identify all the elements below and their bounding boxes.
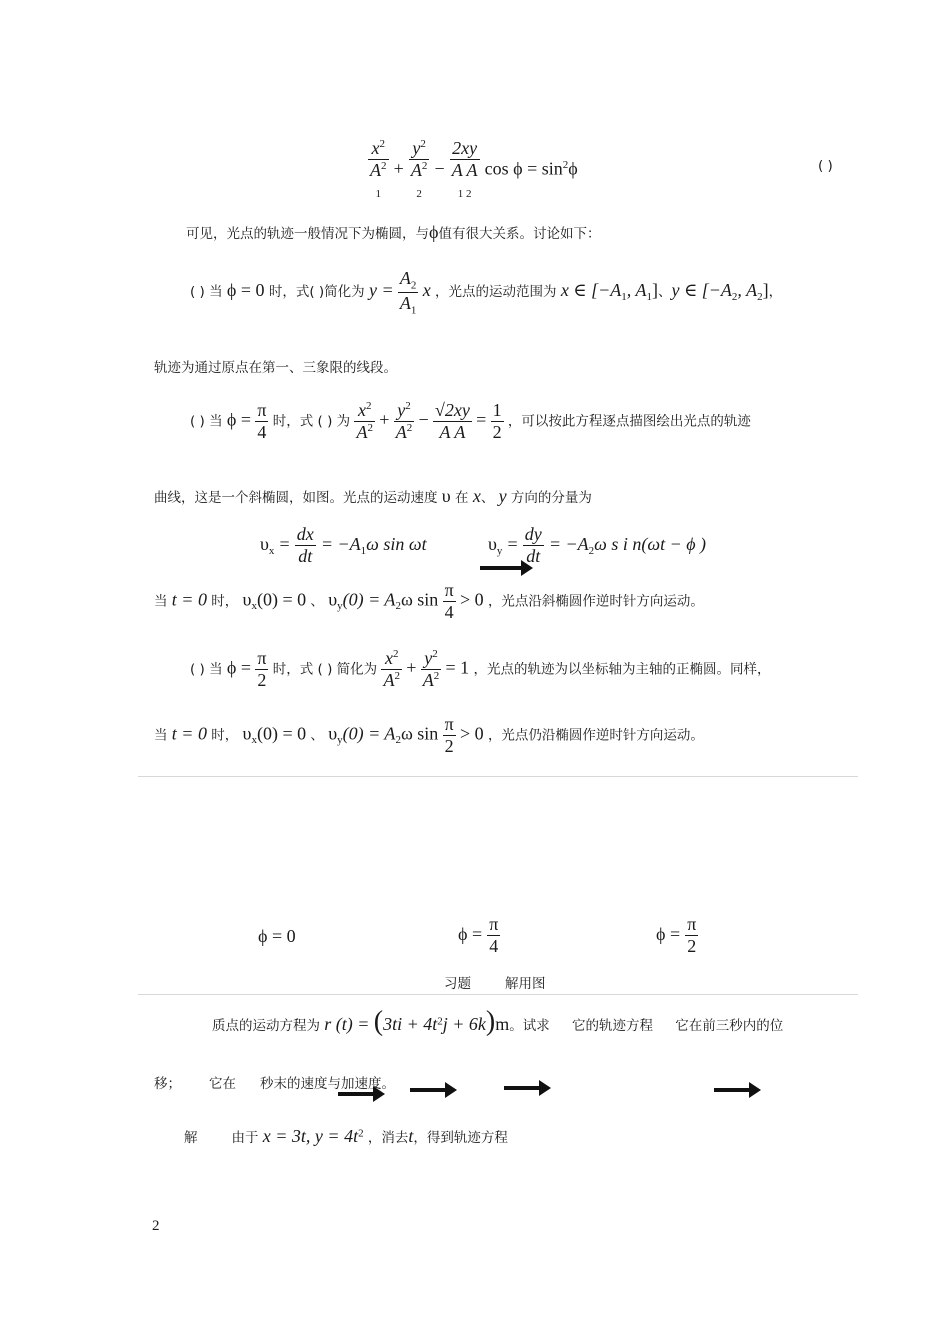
init1-line: 当 t = 0 时， $\upsilon_x(0) = 0$ 、 $\upsilon_y(0) = A_2\omega$ sin $\frac{\pi}{4}$ > 0 ，光点沿斜椭圆作逆时针方向运动。: [154, 580, 704, 622]
page-number: 2: [152, 1218, 160, 1234]
velocity-y: $\upsilon_y$ = $\frac{dy}{dt}$ = $-A_2\omega$ s i n(ωt − ϕ ): [488, 524, 707, 566]
case2-line2: 曲线，这是一个斜椭圆，如图。光点的运动速度 υ 在 x、 y 方向的分量为: [154, 486, 592, 506]
divider: [138, 994, 858, 995]
arrow-icon: [410, 1088, 448, 1092]
frac-x2-a1: $x^2$ $A^2$ 1: [370, 138, 387, 200]
problem-line: 质点的运动方程为 r $(t) = (3ti + 4t^2j + 6k)m$。试求 它的轨迹方程 它在前三秒内的位: [212, 1006, 784, 1037]
frac-2xy: 2xy A A 1 2: [451, 138, 478, 200]
frac-y2-a2: $y^2$ $A^2$ 2: [410, 138, 428, 200]
figure-label-phi-pi2: ϕ = $\frac{\pi}{2}$: [656, 914, 697, 956]
case2-line: ( ) 当 ϕ = $\frac{\pi}{4}$ 时，式 ( ) 为 $\frac{x^2}{A^2}$ + $\frac{y^2}{A^2}$ − $\frac{√2xy}{\text{A A}}$ = $\frac{1}{2}$ ，可以按此方程逐点描图绘出光点的轨迹: [190, 400, 751, 442]
figure-caption: 习题 解用图: [444, 976, 546, 992]
case3-line: ( ) 当 ϕ = $\frac{\pi}{2}$ 时，式 ( ) 简化为 $\frac{x^2}{A^2}$ + $\frac{y^2}{A^2}$ = 1 ，光点的轨迹为以坐标轴为主轴的正椭圆。同样，: [190, 648, 771, 690]
case1-line2: 轨迹为通过原点在第一、三象限的线段。: [154, 360, 397, 376]
case1-line: ( ) 当 ϕ = 0 时，式( )简化为 y = $\frac{A_2}{A_1}$ x ，光点的运动范围为 x ∈ [$-A_1$, $A_1$]、y ∈ [$-A_2$, $A_2$]，: [190, 268, 783, 317]
frac-a2-a1: $\frac{A_2}{A_1}$: [399, 268, 417, 317]
problem-line2: 移； 它在 秒末的速度与加速度。: [154, 1076, 395, 1092]
velocity-x: $\upsilon_x$ = $\frac{dx}{dt}$ = $-A_1\omega$ sin ωt: [260, 524, 427, 566]
solution-line: 解 由于 x = 3t, $y = 4t^2$ ，消去t，得到轨迹方程: [184, 1126, 508, 1146]
arrow-icon: [714, 1088, 752, 1092]
divider: [138, 776, 858, 777]
arrow-icon: [338, 1092, 376, 1096]
figure-label-phi-pi4: ϕ = $\frac{\pi}{4}$: [458, 914, 499, 956]
intro-paragraph: 可见，光点的轨迹一般情况下为椭圆，与ϕ值有很大关系。讨论如下：: [186, 222, 601, 242]
arrow-icon: [504, 1086, 542, 1090]
arrow-icon: [480, 566, 524, 570]
init2-line: 当 t = 0 时， $\upsilon_x(0) = 0$ 、 $\upsilon_y(0) = A_2\omega$ sin $\frac{\pi}{2}$ > 0 ，光点仍沿椭圆作逆时针方向运动。: [154, 714, 704, 756]
main-equation: $x^2$ $A^2$ 1 + $y^2$ $A^2$ 2 − 2xy A A 1 2 $\cos \phi = \sin^2\phi$: [370, 138, 578, 200]
figure-label-phi0: ϕ = 0: [258, 926, 296, 946]
equation-number: ( ): [818, 158, 833, 174]
